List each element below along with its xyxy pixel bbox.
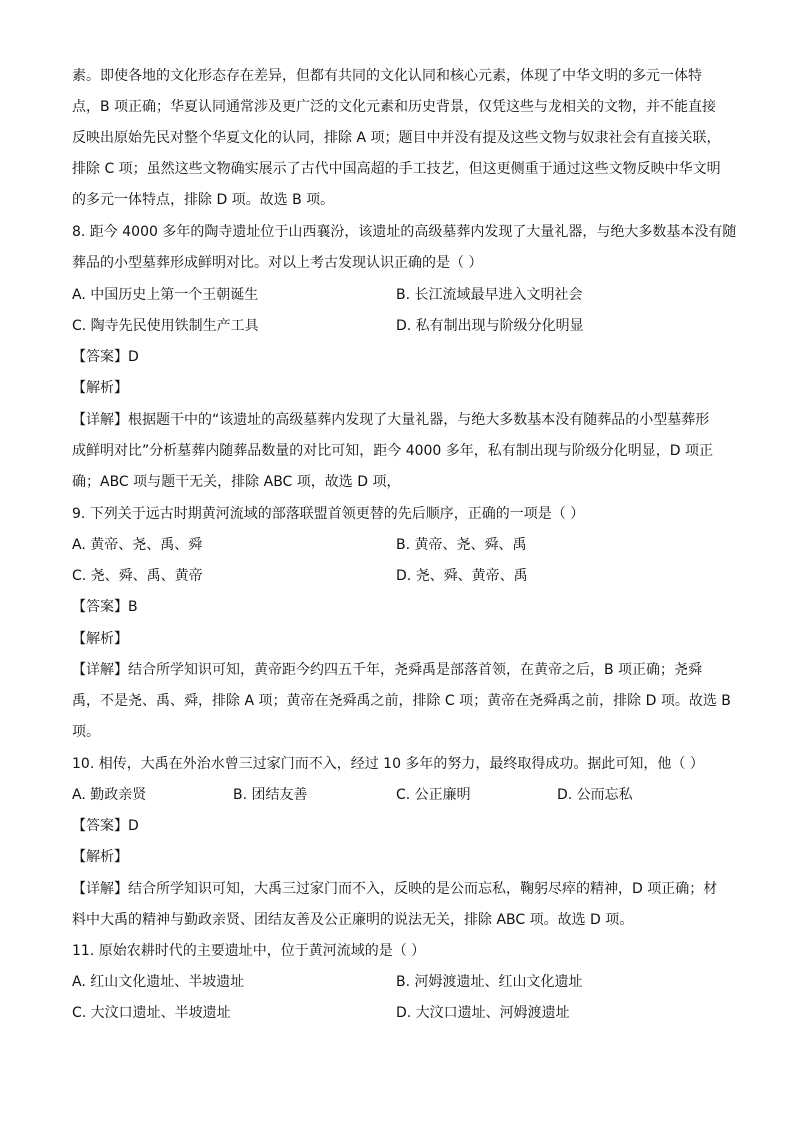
question-8-stem: 8. 距今 4000 多年的陶寺遗址位于山西襄汾，该遗址的高级墓葬内发现了大量礼器，与绝大多数基本没有随 xyxy=(72,224,737,240)
question-11-stem: 11. 原始农耕时代的主要遗址中，位于黄河流域的是（ ） xyxy=(72,943,426,959)
question-9-detail: 项。 xyxy=(72,724,100,740)
question-8-detail: 【详解】根据题干中的“该遗址的高级墓葬内发现了大量礼器，与绝大多数基本没有随葬品的小型墓葬形 xyxy=(72,412,710,428)
question-8-answer: 【答案】D xyxy=(72,349,139,365)
explanation-line: 排除 C 项；虽然这些文物确实展示了古代中国高超的手工技艺，但这更侧重于通过这些文物反映中华文明 xyxy=(72,161,721,177)
explanation-line: 素。即使各地的文化形态存在差异，但都有共同的文化认同和核心元素，体现了中华文明的多元一体特 xyxy=(72,68,702,84)
question-10-detail: 料中大禹的精神与勤政亲贤、团结友善及公正廉明的说法无关，排除 ABC 项。故选 D 项。 xyxy=(72,912,634,928)
explanation-line: 点，B 项正确；华夏认同通常涉及更广泛的文化元素和历史背景，仅凭这些与龙相关的文物，并不能直接 xyxy=(72,99,717,115)
question-8-option-c: C. 陶寺先民使用铁制生产工具 xyxy=(72,318,259,334)
question-11-option-d: D. 大汶口遗址、河姆渡遗址 xyxy=(396,1005,570,1021)
question-10-option-d: D. 公而忘私 xyxy=(557,787,633,803)
question-9-option-a: A. 黄帝、尧、禹、舜 xyxy=(72,537,203,553)
question-9-option-d: D. 尧、舜、黄帝、禹 xyxy=(396,568,528,584)
question-9-option-b: B. 黄帝、尧、舜、禹 xyxy=(396,537,527,553)
question-9-analysis-label: 【解析】 xyxy=(72,631,128,647)
question-10-option-c: C. 公正廉明 xyxy=(396,787,471,803)
explanation-line: 反映出原始先民对整个华夏文化的认同，排除 A 项；题目中并没有提及这些文物与奴隶社会有直接关联， xyxy=(72,130,721,146)
question-9-detail: 禹，不是尧、禹、舜，排除 A 项；黄帝在尧舜禹之前，排除 C 项；黄帝在尧舜禹之前，排除 D 项。故选 B xyxy=(72,693,731,709)
question-11-option-c: C. 大汶口遗址、半坡遗址 xyxy=(72,1005,231,1021)
question-9-option-c: C. 尧、舜、禹、黄帝 xyxy=(72,568,203,584)
question-10-detail: 【详解】结合所学知识可知，大禹三过家门而不入，反映的是公而忘私，鞠躬尽瘁的精神，D 项正确；材 xyxy=(72,881,718,897)
question-9-stem: 9. 下列关于远古时期黄河流域的部落联盟首领更替的先后顺序，正确的一项是（ ） xyxy=(72,506,585,522)
question-11-option-b: B. 河姆渡遗址、红山文化遗址 xyxy=(396,974,583,990)
question-10-answer: 【答案】D xyxy=(72,818,139,834)
question-10-option-a: A. 勤政亲贤 xyxy=(72,787,147,803)
question-10-option-b: B. 团结友善 xyxy=(233,787,308,803)
question-10-stem: 10. 相传，大禹在外治水曾三过家门而不入，经过 10 多年的努力，最终取得成功。据此可知，他（ ） xyxy=(72,756,704,772)
question-8-detail: 确；ABC 项与题干无关，排除 ABC 项，故选 D 项， xyxy=(72,474,401,490)
question-9-detail: 【详解】结合所学知识可知，黄帝距今约四五千年，尧舜禹是部落首领，在黄帝之后，B 项正确；尧舜 xyxy=(72,662,703,678)
question-9-answer: 【答案】B xyxy=(72,599,138,615)
question-8-stem: 葬品的小型墓葬形成鲜明对比。对以上考古发现认识正确的是（ ） xyxy=(72,255,483,271)
question-8-option-b: B. 长江流域最早进入文明社会 xyxy=(396,287,583,303)
question-8-analysis-label: 【解析】 xyxy=(72,380,128,396)
question-8-option-d: D. 私有制出现与阶级分化明显 xyxy=(396,318,584,334)
question-8-option-a: A. 中国历史上第一个王朝诞生 xyxy=(72,287,259,303)
question-8-detail: 成鲜明对比”分析墓葬内随葬品数量的对比可知，距今 4000 多年，私有制出现与阶级分化明显，D 项正 xyxy=(72,443,714,459)
question-11-option-a: A. 红山文化遗址、半坡遗址 xyxy=(72,974,245,990)
explanation-line: 的多元一体特点，排除 D 项。故选 B 项。 xyxy=(72,192,335,208)
question-10-analysis-label: 【解析】 xyxy=(72,849,128,865)
